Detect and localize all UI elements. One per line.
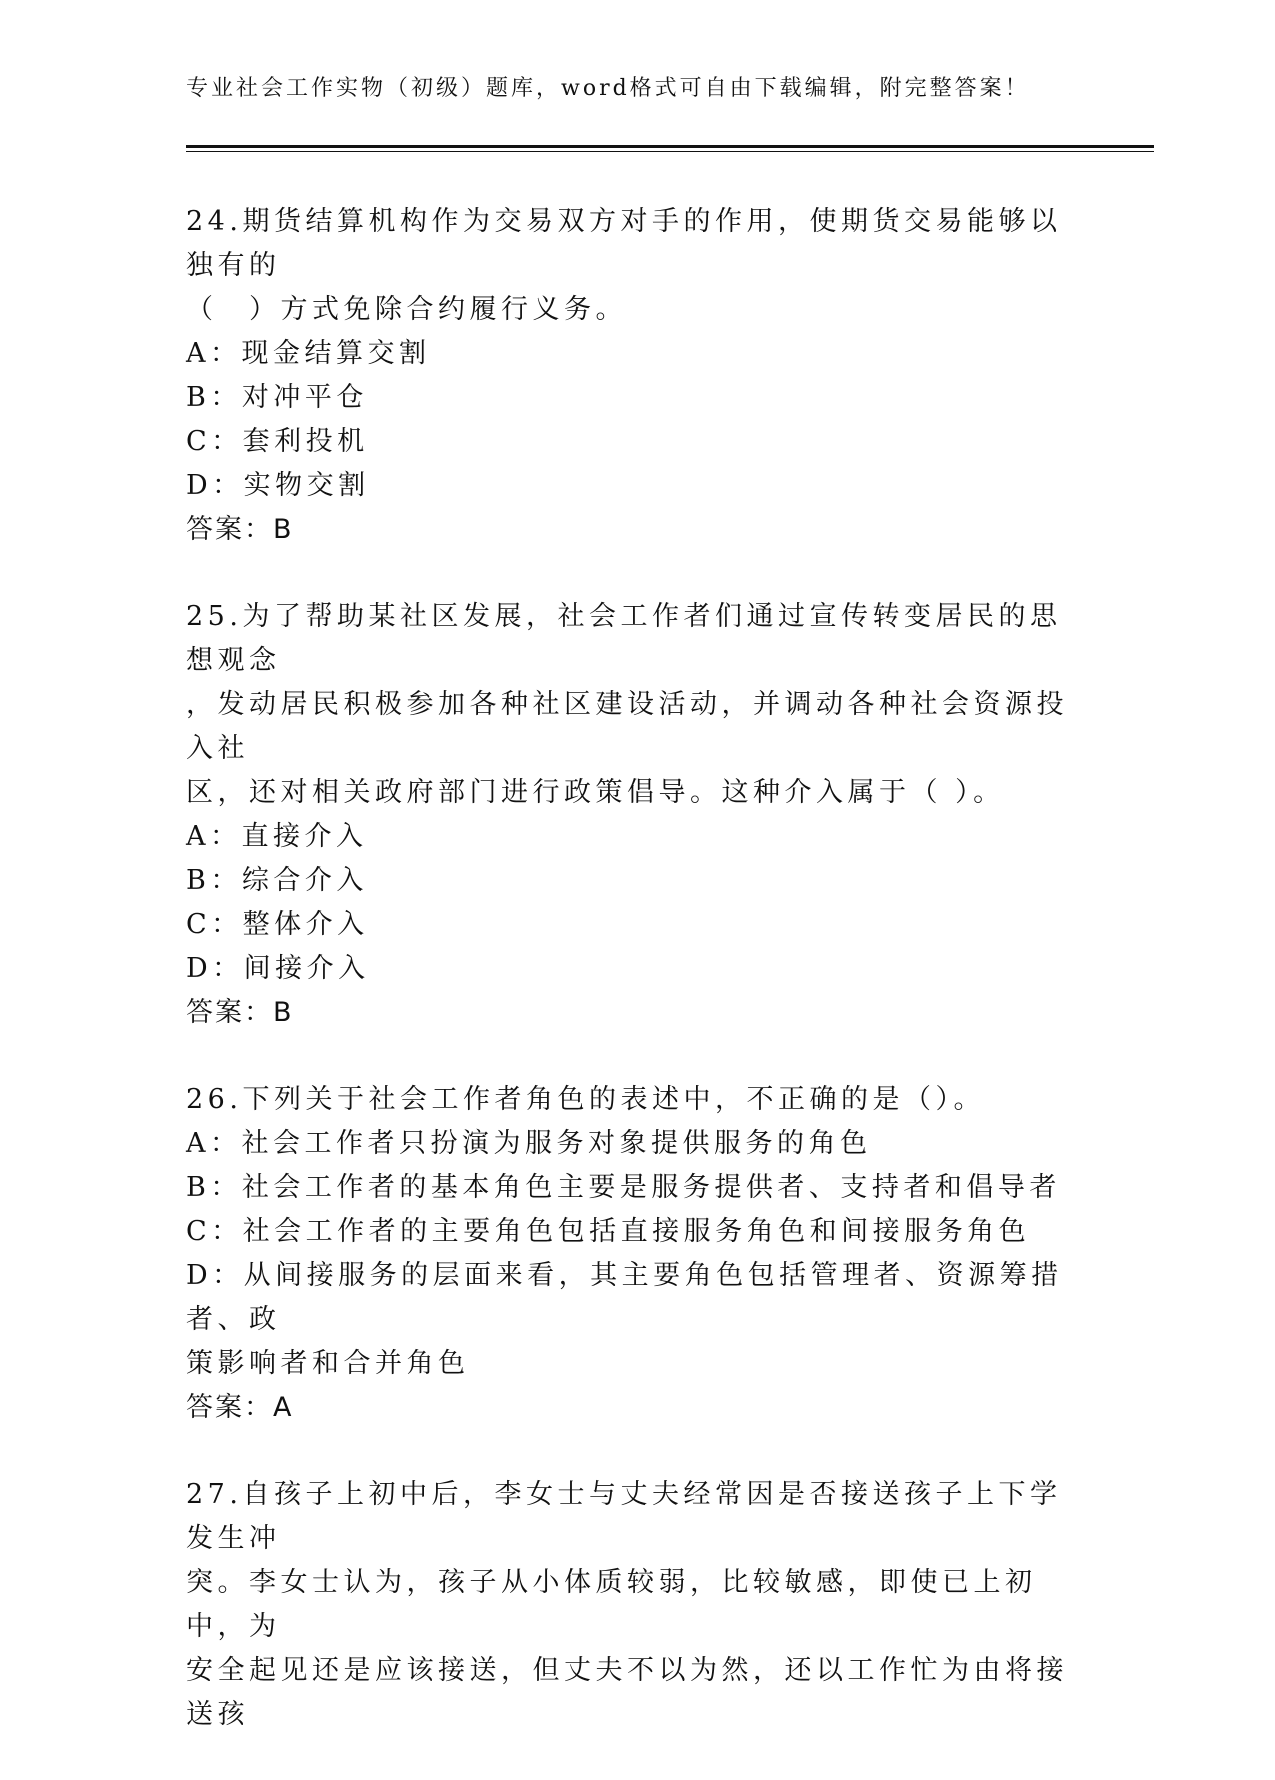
option-b: B：对冲平仓 xyxy=(186,382,368,413)
question-stem: 24.期货结算机构作为交易双方对手的作用，使期货交易能够以独有的 （ ）方式免除合约履行义务。 xyxy=(186,206,1062,325)
answer: 答案：B xyxy=(186,997,294,1028)
page-header: 专业社会工作实物（初级）题库，word格式可自由下载编辑，附完整答案！ xyxy=(186,76,1030,101)
question-27 xyxy=(186,1473,1086,1737)
option-a: A：社会工作者只扮演为服务对象提供服务的角色 xyxy=(186,1128,872,1159)
question-stem: 26.下列关于社会工作者角色的表述中，不正确的是（）。 xyxy=(186,1084,985,1115)
option-c: C：整体介入 xyxy=(186,909,369,940)
answer: 答案：A xyxy=(186,1392,294,1423)
question-stem: 25.为了帮助某社区发展，社会工作者们通过宣传转变居民的思想观念 ，发动居民积极参加各种社区建设活动，并调动各种社会资源投入社 区，还对相关政府部门进行政策倡导。这种介入属于（ ）。 xyxy=(186,601,1068,808)
answer: 答案：B xyxy=(186,514,294,545)
question-25 xyxy=(186,595,1086,1035)
question-26 xyxy=(186,1078,1086,1430)
option-b: B：社会工作者的基本角色主要是服务提供者、支持者和倡导者 xyxy=(186,1172,1061,1203)
question-stem: 27.自孩子上初中后，李女士与丈夫经常因是否接送孩子上下学发生冲 突。李女士认为，孩子从小体质较弱，比较敏感，即使已上初中，为 安全起见还是应该接送，但丈夫不以为然，还以工作忙为由将接送孩 xyxy=(186,1479,1068,1730)
option-d: D：从间接服务的层面来看，其主要角色包括管理者、资源筹措者、政 策影响者和合并角色 xyxy=(186,1260,1063,1379)
question-24 xyxy=(186,200,1086,552)
option-c: C：社会工作者的主要角色包括直接服务角色和间接服务角色 xyxy=(186,1216,1031,1247)
option-d: D：间接介入 xyxy=(186,953,370,984)
option-c: C：套利投机 xyxy=(186,426,369,457)
option-a: A：直接介入 xyxy=(186,821,368,852)
option-b: B：综合介入 xyxy=(186,865,368,896)
question-list xyxy=(186,200,1086,1780)
header-divider xyxy=(186,145,1154,148)
option-d: D：实物交割 xyxy=(186,470,370,501)
header-divider-thin xyxy=(186,151,1154,152)
option-a: A：现金结算交割 xyxy=(186,338,431,369)
